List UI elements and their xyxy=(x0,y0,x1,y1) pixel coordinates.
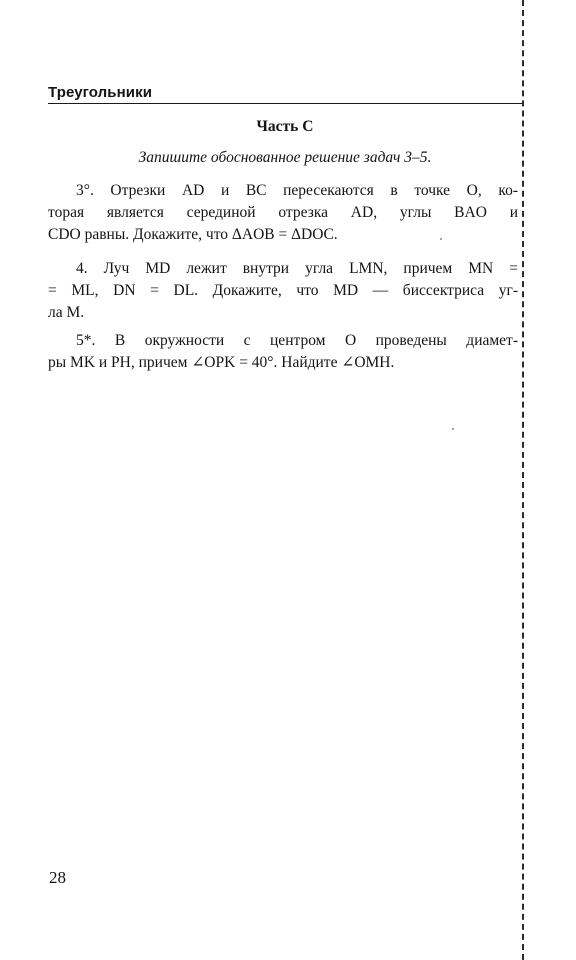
dashed-cut-line xyxy=(522,0,524,960)
problem-line: ры MK и PH, причем ∠OPK = 40°. Найдите ∠OMH. xyxy=(48,354,395,371)
problem-line: торая является серединой отрезка AD, углы BAO и xyxy=(48,204,518,221)
page-number: 28 xyxy=(49,868,66,887)
part-title: Часть С xyxy=(256,118,314,135)
problem-3 xyxy=(48,180,518,246)
problem-5 xyxy=(48,330,518,374)
problem-line: CDO равны. Докажите, что ΔAOB = ΔDOC. xyxy=(48,226,338,243)
instruction-text: Запишите обоснованное решение задач 3–5. xyxy=(138,149,432,166)
problem-line: 5*. В окружности с центром O проведены диамет- xyxy=(76,332,518,349)
section-header: Треугольники xyxy=(48,84,153,101)
print-speck xyxy=(452,428,454,430)
problem-4 xyxy=(48,258,518,324)
problem-line: = ML, DN = DL. Докажите, что MD — биссектриса уг- xyxy=(48,282,518,299)
print-speck xyxy=(440,238,442,240)
header-rule xyxy=(48,103,522,104)
problem-line: ла M. xyxy=(48,304,85,321)
problem-line: 3°. Отрезки AD и BC пересекаются в точке O, ко- xyxy=(76,182,518,199)
problem-line: 4. Луч MD лежит внутри угла LMN, причем MN = xyxy=(76,260,518,277)
